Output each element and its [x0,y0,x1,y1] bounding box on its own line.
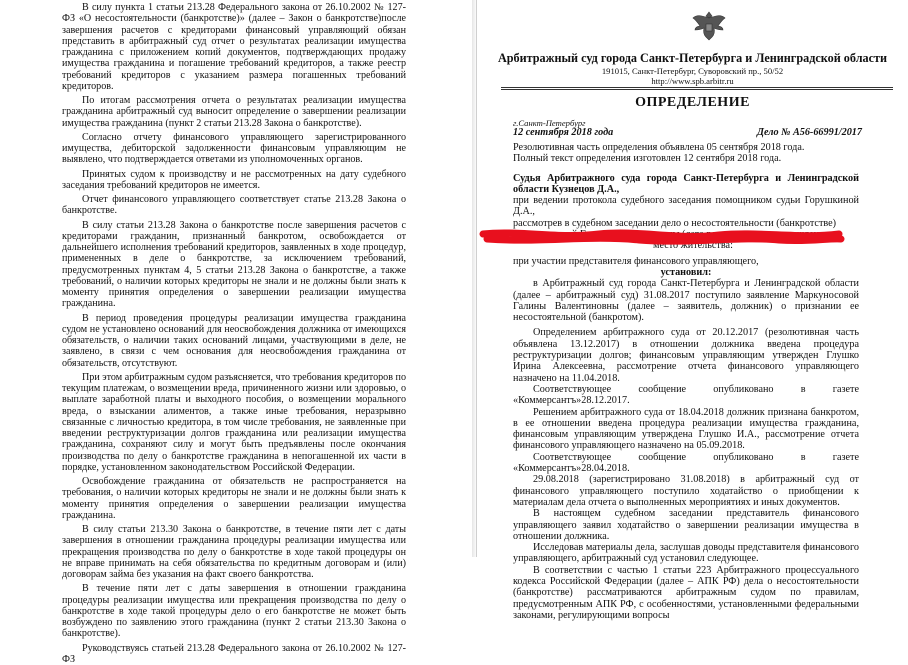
intro-line: Резолютивная часть определения объявлена 05 сентября 2018 года. [513,142,859,153]
header-divider [501,89,893,90]
header-divider [501,87,893,88]
paragraph: Исследовав материалы дела, заслушав доводы представителя финансового управляющего, арбитражный суд установил следующее. [513,542,859,565]
paragraph: Принятых судом к производству и не рассмотренных на дату судебного заседания требований кредиторов не имеется. [62,169,406,192]
right-document-page [476,0,908,557]
established-label: установил: [513,267,859,278]
document-date: 12 сентября 2018 года [513,127,613,138]
paragraph: В силу пункта 1 статьи 213.28 Федерального закона от 26.10.2002 № 127-ФЗ «О несостоятельности (банкротстве)» (далее – Закон о банкротстве)после завершения расчетов с кредиторами финансовый управляющий обязан представить в арбитражный суд отчет о результатах реализации имущества гражданина с приложением копий документов, подтверждающих продажу имущества гражданина и погашение требований кредиторов, а также реестр требований кредиторов с указанием размера погашенных требований кредиторов. [62,2,406,92]
protocol-line: при ведении протокола судебного заседания помощником судьи Горушкиной Д.А., [513,195,859,218]
paragraph: При этом арбитражным судом разъясняется, что требования кредиторов по текущим платежам, о возмещении вреда, причиненного жизни или здоровью, о выплате заработной платы и выходного пособия, о возмещении морального вреда, о взыскании алиментов, а также иные требования, неразрывно связанные с личностью кредитора, в том числе требования, не заявленные при введении реструктуризации долгов гражданина или реализации имущества гражданина, сохраняют силу и могут быть предъявлены после окончания производства по делу о банкротстве гражданина в непогашенной их части в порядке, установленном законодательством Российской Федерации. [62,372,406,473]
paragraph: в Арбитражный суд города Санкт-Петербурга и Ленинградской области (далее – арбитражный суд) 31.08.2017 поступило заявление Маркуносовой Галины Валентиновны (далее – заявитель, должник) о признании ее несостоятельной (банкротом). [513,278,859,323]
document-title: ОПРЕДЕЛЕНИЕ [477,95,908,111]
right-page-text [513,142,859,621]
paragraph: Соответствующее сообщение опубликовано в газете «Коммерсантъ»28.04.2018. [513,452,859,475]
paragraph: В соответствии с частью 1 статьи 223 Арбитражного процессуального кодекса Российской Федерации (далее – АПК РФ) дела о несостоятельности (банкротстве) рассматриваются арбитражным судом по правилам, предусмотренным АПК РФ, с особенностями, установленными федеральными законами, регулирующими вопросы [513,565,859,621]
paragraph: Отчет финансового управляющего соответствует статье 213.28 Закона о банкротстве. [62,194,406,217]
paragraph: В настоящем судебном заседании представитель финансового управляющего заявил ходатайство о завершении реализации имущества в отношении должника. [513,508,859,542]
paragraph: В силу статьи 213.30 Закона о банкротстве, в течение пяти лет с даты завершения в отношении гражданина процедуры реализации имущества или прекращения производства по делу о банкротстве в ходе такой процедуры он не вправе принимать на себя обязательства по кредитным договорам и (или) договорам займа без указания на факт своего банкротства. [62,524,406,580]
paragraph: Руководствуясь статьей 213.28 Федерального закона от 26.10.2002 № 127-ФЗ [62,643,406,665]
participation-line: при участии представителя финансового управляющего, [513,256,859,267]
left-document-page [0,0,470,557]
paragraph: В силу статьи 213.28 Закона о банкротстве после завершения расчетов с кредиторами гражданин, признанный банкротом, освобождается от дальнейшего исполнения требований кредиторов, заявленных в ходе процедур, примененных в деле о банкротстве, за исключением требований, предусмотренных пунктам 4, 5 статьи 213.28 Закона о банкротстве, а также требований, о наличии которых кредиторы не знали и не должны были знать к моменту принятия определения о завершении реализации имущества гражданина. [62,220,406,310]
residence-line: место жительства: [513,240,859,251]
considered-line: рассмотрев в судебном заседании дело о несостоятельности (банкротстве) [513,218,859,229]
coat-of-arms-emblem-icon [689,6,729,46]
paragraph: В период проведения процедуры реализации имущества гражданина судом не установлено оснований для неосвобождения должника от имеющихся обязательств, о наличии таких оснований лицами, участвующими в деле, не заявлено, в связи с чем основания для неосвобождения гражданина от обязательств, отсутствуют. [62,313,406,369]
court-website: http://www.spb.arbitr.ru [477,76,908,86]
judge-line: Судья Арбитражного суда города Санкт-Петербурга и Ленинградской области Кузнецов Д.А., [513,173,859,196]
redaction-scribble [479,226,845,246]
paragraph: В течение пяти лет с даты завершения в отношении гражданина процедуры реализации имущества или прекращения производства по делу о банкротстве в ходе такой процедуры дело о его банкротстве не может быть возбуждено по заявлению этого гражданина (пункт 2 статьи 213.30 Закона о банкротстве). [62,583,406,639]
paragraph: Решением арбитражного суда от 18.04.2018 должник признана банкротом, в ее отношении введена процедура реализации имущества гражданина, финансовым управляющим утверждена Глушко И.А., рассмотрение отчета финансового управляющего назначено на 05.09.2018. [513,407,859,452]
paragraph: Освобождение гражданина от обязательств не распространяется на требования, о наличии которых кредиторы не знали и не должны были знать к моменту принятия определения о завершении реализации имущества гражданина. [62,476,406,521]
case-number: Дело № А56-66991/2017 [757,127,862,138]
left-page-text [62,2,406,665]
intro-line: Полный текст определения изготовлен 12 сентября 2018 года. [513,153,859,164]
debtor-line: Маркуносовой Галины Валентиновны (дата рождения и место рождения: [513,229,859,240]
paragraph: Соответствующее сообщение опубликовано в газете «Коммерсантъ»28.12.2017. [513,384,859,407]
court-name: Арбитражный суд города Санкт-Петербурга и Ленинградской области [477,51,908,66]
paragraph: 29.08.2018 (зарегистрировано 31.08.2018) в арбитражный суд от финансового управляющего поступило ходатайство о приобщении к материалам дела отчета о выполненных мероприятиях и иных документов. [513,474,859,508]
paragraph: Определением арбитражного суда от 20.12.2017 (резолютивная часть объявлена 13.12.2017) в отношении должника введена процедура реструктуризации долгов; финансовым управляющим утвержден Глушко Ирина Алексеевна, рассмотрение отчета финансового управляющего назначено на 11.04.2018. [513,327,859,383]
court-address: 191015, Санкт-Петербург, Суворовский пр., 50/52 [477,66,908,76]
place: г.Санкт-Петербург [513,118,586,128]
paragraph: По итогам рассмотрения отчета о результатах реализации имущества гражданина арбитражный суд выносит определение о завершении реализации имущества гражданина (пункт 2 статьи 213.28 Закона о банкротстве). [62,95,406,129]
paragraph: Согласно отчету финансового управляющего зарегистрированного имущества, дебиторской задолженности финансовым управляющим не выявлено, что подтверждается ответами из уполномоченных органов. [62,132,406,166]
